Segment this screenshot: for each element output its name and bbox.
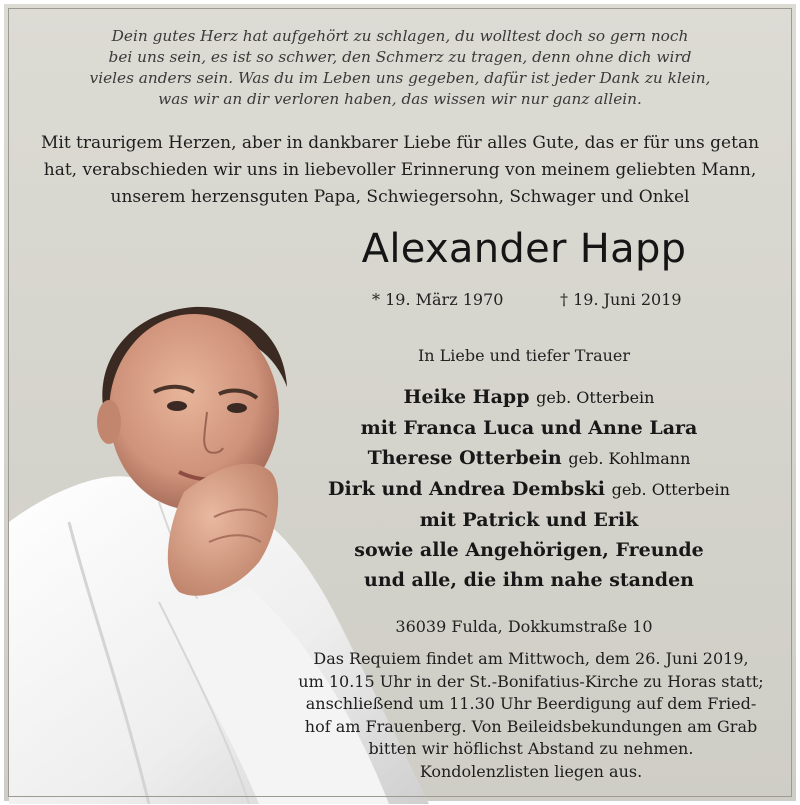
intro-line: Mit traurigem Herzen, aber in dankbarer Liebe für alles Gute, das er für uns getan [40,133,760,153]
mourner-name: Dirk und Andrea Dembski [328,478,605,500]
mourning-address: 36039 Fulda, Dokkumstraße 10 [395,617,653,636]
mourner-name: Heike Happ [403,386,530,408]
birth-date: * 19. März 1970 [372,290,504,309]
mourning-line: In Liebe und tiefer Trauer [417,346,631,365]
mourner-row [299,382,759,413]
service-line: hof am Frauenberg. Von Beileidsbekundungen am Grab [304,716,758,736]
verse-line: was wir an dir verloren haben, das wissen wir nur ganz allein. [158,90,642,108]
farewell-text [4,130,796,211]
mourner-name: Therese Otterbein [367,447,562,469]
memorial-verse [4,26,796,110]
mourner-row [299,565,759,595]
maiden-name: geb. Otterbein [611,480,730,499]
mourners-list [299,382,759,595]
mourner-row [299,443,759,474]
mourner-name: und alle, die ihm nahe standen [364,569,694,591]
service-line: Das Requiem findet am Mittwoch, dem 26. Juni 2019, [313,649,749,668]
service-line: Kondolenzlisten liegen aus. [419,761,643,781]
maiden-name: geb. Otterbein [536,388,655,407]
verse-line: bei uns sein, es ist so schwer, den Schmerz zu tragen, denn ohne dich wird [108,48,692,66]
mourner-row [299,474,759,505]
mourner-row [299,505,759,535]
mourner-name: sowie alle Angehörigen, Freunde [354,539,704,561]
service-line: anschließend um 11.30 Uhr Beerdigung auf dem Fried- [305,694,757,713]
funeral-service-info [276,648,786,783]
service-line: bitten wir höflichst Abstand zu nehmen. [368,739,694,758]
mourner-name: mit Patrick und Erik [419,509,639,531]
verse-line: Dein gutes Herz hat aufgehört zu schlagen, du wolltest doch so gern noch [111,27,689,45]
deceased-name: Alexander Happ [361,226,687,272]
maiden-name: geb. Kohlmann [568,449,691,468]
mourner-row [299,413,759,443]
mourner-name: mit Franca Luca und Anne Lara [360,417,698,439]
mourner-row [299,535,759,565]
verse-line: vieles anders sein. Was du im Leben uns gegeben, dafür ist jeder Dank zu klein, [89,69,711,87]
service-line: um 10.15 Uhr in der St.-Bonifatius-Kirche zu Horas statt; [298,671,764,691]
intro-line: hat, verabschieden wir uns in liebevoller Erinnerung von meinem geliebten Mann, [43,160,757,180]
intro-line: unserem herzensguten Papa, Schwiegersohn, Schwager und Onkel [110,187,690,207]
death-date: † 19. Juni 2019 [560,290,682,309]
